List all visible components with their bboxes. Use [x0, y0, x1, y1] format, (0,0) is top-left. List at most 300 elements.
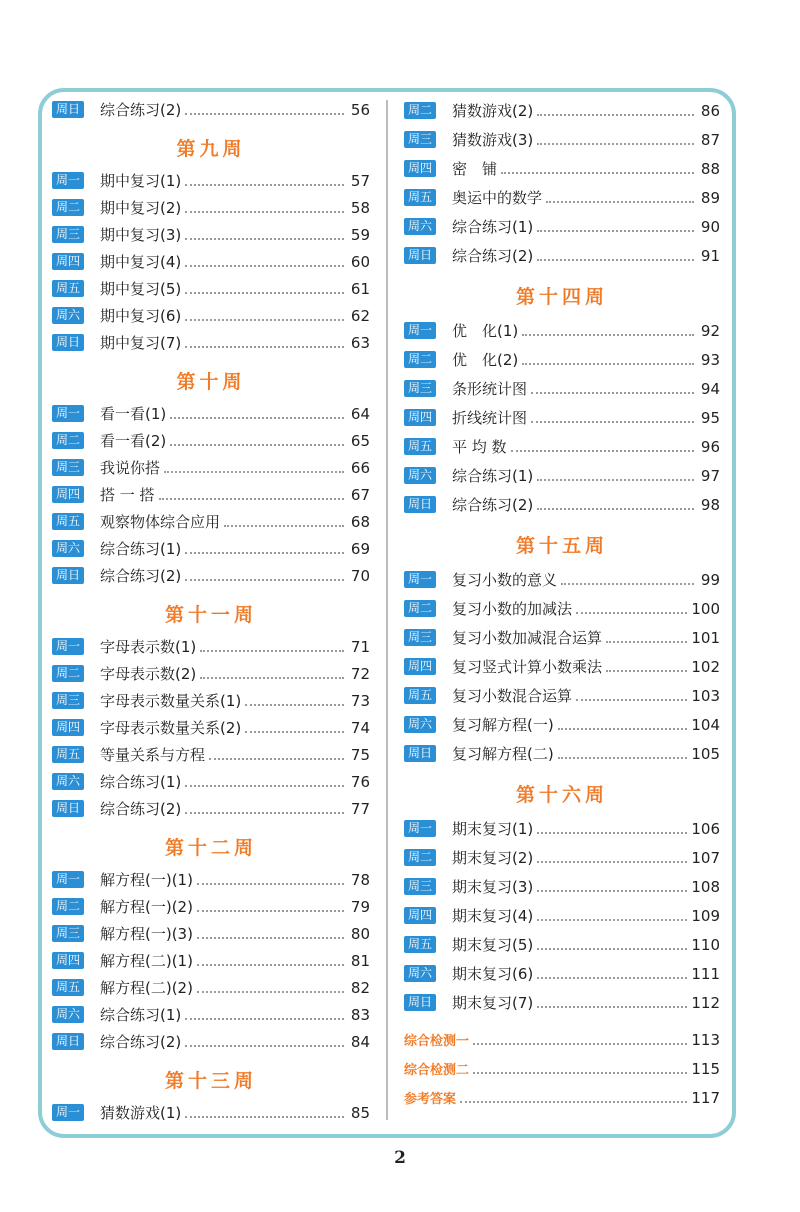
toc-entry[interactable] — [52, 481, 370, 508]
day-badge: 周一 — [404, 571, 436, 588]
entry-title: 期末复习(6) — [452, 965, 534, 983]
entry-title: 看一看(2) — [100, 432, 167, 450]
entry-title: 字母表示数量关系(2) — [100, 719, 242, 737]
day-badge: 周六 — [404, 218, 436, 235]
entry-title: 看一看(1) — [100, 405, 167, 423]
entry-title: 期中复习(7) — [100, 334, 182, 352]
entry-page-number: 68 — [350, 512, 370, 531]
toc-entry[interactable] — [52, 795, 370, 822]
toc-entry[interactable] — [52, 687, 370, 714]
day-badge: 周四 — [404, 409, 436, 426]
toc-entry[interactable] — [404, 316, 720, 345]
dot-leader — [537, 258, 694, 261]
toc-entry[interactable] — [52, 221, 370, 248]
day-badge: 周五 — [404, 936, 436, 953]
entry-page-number: 72 — [350, 664, 370, 683]
entry-page-number: 76 — [350, 772, 370, 791]
dot-leader — [197, 909, 344, 912]
day-badge: 周二 — [404, 849, 436, 866]
toc-entry[interactable] — [404, 872, 720, 901]
entry-title: 复习小数的加减法 — [452, 600, 573, 618]
toc-entry[interactable] — [52, 454, 370, 481]
dot-leader — [159, 497, 344, 500]
entry-title: 期中复习(4) — [100, 253, 182, 271]
entry-page-number: 92 — [700, 321, 720, 340]
toc-entry[interactable] — [52, 866, 370, 893]
dot-leader — [606, 640, 687, 643]
dot-leader — [209, 757, 344, 760]
entry-title: 观察物体综合应用 — [100, 513, 221, 531]
dot-leader — [606, 669, 687, 672]
entry-page-number: 86 — [700, 101, 720, 120]
toc-test-entry[interactable] — [404, 1054, 720, 1083]
day-badge: 周五 — [52, 979, 84, 996]
toc-test-entry[interactable] — [404, 1083, 720, 1112]
toc-entry[interactable] — [52, 920, 370, 947]
toc-entry[interactable] — [52, 974, 370, 1001]
toc-entry[interactable] — [404, 710, 720, 739]
entry-title: 参考答案 — [404, 1092, 457, 1107]
toc-entry[interactable] — [404, 681, 720, 710]
entry-title: 综合练习(1) — [100, 773, 182, 791]
entry-page-number: 112 — [691, 993, 720, 1012]
entry-page-number: 87 — [700, 130, 720, 149]
dot-leader — [537, 918, 687, 921]
toc-entry[interactable] — [52, 248, 370, 275]
dot-leader — [537, 831, 687, 834]
toc-entry[interactable] — [404, 241, 720, 270]
entry-page-number: 62 — [350, 306, 370, 325]
dot-leader — [558, 727, 688, 730]
dot-leader — [185, 784, 344, 787]
entry-title: 字母表示数(1) — [100, 638, 197, 656]
entry-page-number: 111 — [691, 964, 720, 983]
day-badge: 周三 — [404, 380, 436, 397]
entry-page-number: 95 — [700, 408, 720, 427]
dot-leader — [501, 171, 694, 174]
entry-title: 复习小数的意义 — [452, 571, 558, 589]
entry-page-number: 70 — [350, 566, 370, 585]
day-badge: 周三 — [52, 692, 84, 709]
dot-leader — [185, 318, 344, 321]
entry-page-number: 81 — [350, 951, 370, 970]
day-badge: 周一 — [52, 1104, 84, 1121]
toc-entry[interactable] — [404, 432, 720, 461]
entry-title: 奥运中的数学 — [452, 189, 543, 207]
entry-page-number: 65 — [350, 431, 370, 450]
entry-page-number: 104 — [691, 715, 720, 734]
entry-title: 综合练习(2) — [452, 496, 534, 514]
dot-leader — [245, 730, 344, 733]
entry-page-number: 82 — [350, 978, 370, 997]
entry-page-number: 98 — [700, 495, 720, 514]
week-heading: 第十一周 — [164, 604, 257, 626]
entry-page-number: 58 — [350, 198, 370, 217]
dot-leader — [185, 811, 344, 814]
toc-entry[interactable] — [52, 660, 370, 687]
week-heading: 第十二周 — [164, 837, 257, 859]
entry-page-number: 96 — [700, 437, 720, 456]
entry-page-number: 88 — [700, 159, 720, 178]
dot-leader — [558, 756, 688, 759]
day-badge: 周四 — [52, 253, 84, 270]
toc-entry[interactable] — [404, 183, 720, 212]
dot-leader — [200, 676, 344, 679]
day-badge: 周日 — [52, 567, 84, 584]
section-spacer — [404, 1017, 720, 1025]
toc-entry[interactable] — [404, 988, 720, 1017]
entry-page-number: 113 — [691, 1030, 720, 1049]
dot-leader — [224, 524, 344, 527]
toc-entry[interactable] — [52, 714, 370, 741]
toc-entry[interactable] — [52, 633, 370, 660]
entry-title: 综合练习(1) — [452, 467, 534, 485]
entry-title: 期中复习(5) — [100, 280, 182, 298]
day-badge: 周一 — [52, 405, 84, 422]
entry-page-number: 115 — [691, 1059, 720, 1078]
entry-title: 综合练习(2) — [100, 101, 182, 119]
dot-leader — [522, 362, 694, 365]
dot-leader — [537, 889, 687, 892]
toc-entry[interactable] — [404, 652, 720, 681]
entry-title: 期中复习(1) — [100, 172, 182, 190]
day-badge: 周三 — [404, 878, 436, 895]
day-badge: 周六 — [52, 307, 84, 324]
entry-page-number: 71 — [350, 637, 370, 656]
entry-title: 期中复习(3) — [100, 226, 182, 244]
dot-leader — [576, 611, 687, 614]
week-heading: 第九周 — [176, 138, 246, 160]
day-badge: 周三 — [52, 459, 84, 476]
toc-entry[interactable] — [404, 901, 720, 930]
entry-title: 期末复习(1) — [452, 820, 534, 838]
toc-entry[interactable] — [404, 623, 720, 652]
toc-entry[interactable] — [52, 167, 370, 194]
entry-title: 解方程(二)(1) — [100, 952, 193, 970]
entry-title: 期末复习(4) — [452, 907, 534, 925]
day-badge: 周日 — [404, 994, 436, 1011]
toc-entry[interactable] — [52, 1099, 370, 1126]
day-badge: 周五 — [404, 189, 436, 206]
dot-leader — [473, 1071, 687, 1074]
toc-entry[interactable] — [404, 96, 720, 125]
entry-title: 复习解方程(二) — [452, 745, 554, 763]
day-badge: 周六 — [404, 965, 436, 982]
day-badge: 周二 — [404, 600, 436, 617]
entry-page-number: 67 — [350, 485, 370, 504]
page-number: 2 — [394, 1148, 406, 1168]
dot-leader — [522, 333, 694, 336]
day-badge: 周五 — [52, 280, 84, 297]
week-heading: 第十周 — [176, 371, 246, 393]
entry-title: 平 均 数 — [452, 438, 507, 456]
entry-page-number: 107 — [691, 848, 720, 867]
toc-entry[interactable] — [52, 96, 370, 123]
dot-leader — [531, 420, 694, 423]
dot-leader — [546, 200, 694, 203]
dot-leader — [460, 1100, 687, 1103]
toc-entry[interactable] — [52, 535, 370, 562]
day-badge: 周二 — [52, 432, 84, 449]
toc-test-entry[interactable] — [404, 1025, 720, 1054]
entry-title: 猜数游戏(1) — [100, 1104, 182, 1122]
dot-leader — [511, 449, 694, 452]
day-badge: 周一 — [52, 172, 84, 189]
entry-title: 综合检测一 — [404, 1034, 470, 1049]
dot-leader — [561, 582, 694, 585]
entry-page-number: 60 — [350, 252, 370, 271]
entry-page-number: 89 — [700, 188, 720, 207]
entry-title: 等量关系与方程 — [100, 746, 206, 764]
entry-title: 复习竖式计算小数乘法 — [452, 658, 603, 676]
entry-page-number: 59 — [350, 225, 370, 244]
week-heading: 第十五周 — [515, 535, 608, 557]
dot-leader — [197, 936, 344, 939]
entry-title: 条形统计图 — [452, 380, 528, 398]
toc-entry[interactable] — [404, 814, 720, 843]
entry-title: 综合练习(1) — [452, 218, 534, 236]
entry-title: 期末复习(7) — [452, 994, 534, 1012]
day-badge: 周日 — [404, 247, 436, 264]
toc-right-column — [404, 96, 720, 1112]
day-badge: 周二 — [52, 199, 84, 216]
toc-entry[interactable] — [52, 893, 370, 920]
entry-title: 解方程(一)(2) — [100, 898, 193, 916]
toc-entry[interactable] — [52, 947, 370, 974]
week-heading: 第十六周 — [515, 784, 608, 806]
day-badge: 周一 — [52, 638, 84, 655]
dot-leader — [185, 345, 344, 348]
toc-entry[interactable] — [404, 930, 720, 959]
dot-leader — [170, 443, 344, 446]
column-divider — [386, 100, 388, 1120]
entry-page-number: 64 — [350, 404, 370, 423]
day-badge: 周四 — [52, 486, 84, 503]
entry-title: 复习小数混合运算 — [452, 687, 573, 705]
entry-page-number: 57 — [350, 171, 370, 190]
toc-entry[interactable] — [52, 427, 370, 454]
dot-leader — [473, 1042, 687, 1045]
dot-leader — [197, 990, 344, 993]
entry-page-number: 101 — [691, 628, 720, 647]
dot-leader — [537, 478, 694, 481]
toc-entry[interactable] — [404, 843, 720, 872]
day-badge: 周四 — [52, 952, 84, 969]
entry-title: 字母表示数量关系(1) — [100, 692, 242, 710]
entry-title: 综合练习(1) — [100, 540, 182, 558]
dot-leader — [197, 882, 344, 885]
dot-leader — [185, 210, 344, 213]
dot-leader — [197, 963, 344, 966]
toc-entry[interactable] — [52, 1001, 370, 1028]
dot-leader — [537, 142, 694, 145]
toc-entry[interactable] — [404, 403, 720, 432]
toc-entry[interactable] — [404, 490, 720, 519]
dot-leader — [185, 1017, 344, 1020]
entry-title: 综合练习(2) — [100, 567, 182, 585]
dot-leader — [185, 237, 344, 240]
day-badge: 周日 — [404, 496, 436, 513]
entry-title: 解方程(一)(1) — [100, 871, 193, 889]
day-badge: 周日 — [52, 1033, 84, 1050]
entry-page-number: 78 — [350, 870, 370, 889]
toc-entry[interactable] — [52, 768, 370, 795]
day-badge: 周六 — [404, 467, 436, 484]
entry-page-number: 74 — [350, 718, 370, 737]
entry-page-number: 90 — [700, 217, 720, 236]
toc-entry[interactable] — [404, 565, 720, 594]
entry-page-number: 91 — [700, 246, 720, 265]
toc-entry[interactable] — [404, 739, 720, 768]
entry-page-number: 97 — [700, 466, 720, 485]
dot-leader — [185, 112, 344, 115]
day-badge: 周四 — [404, 160, 436, 177]
day-badge: 周六 — [52, 1006, 84, 1023]
entry-title: 密 铺 — [452, 160, 498, 178]
entry-page-number: 80 — [350, 924, 370, 943]
dot-leader — [185, 291, 344, 294]
entry-page-number: 61 — [350, 279, 370, 298]
entry-title: 复习解方程(一) — [452, 716, 554, 734]
entry-title: 综合练习(2) — [452, 247, 534, 265]
entry-title: 综合练习(2) — [100, 800, 182, 818]
day-badge: 周二 — [404, 351, 436, 368]
entry-page-number: 109 — [691, 906, 720, 925]
entry-page-number: 63 — [350, 333, 370, 352]
entry-title: 解方程(二)(2) — [100, 979, 193, 997]
week-heading: 第十三周 — [164, 1070, 257, 1092]
toc-entry[interactable] — [404, 345, 720, 374]
entry-page-number: 102 — [691, 657, 720, 676]
entry-title: 解方程(一)(3) — [100, 925, 193, 943]
entry-page-number: 103 — [691, 686, 720, 705]
toc-entry[interactable] — [52, 400, 370, 427]
entry-page-number: 85 — [350, 1103, 370, 1122]
day-badge: 周五 — [404, 687, 436, 704]
day-badge: 周五 — [404, 438, 436, 455]
entry-page-number: 105 — [691, 744, 720, 763]
entry-page-number: 79 — [350, 897, 370, 916]
entry-title: 期末复习(5) — [452, 936, 534, 954]
dot-leader — [185, 1115, 344, 1118]
entry-page-number: 94 — [700, 379, 720, 398]
entry-title: 期末复习(3) — [452, 878, 534, 896]
entry-title: 我说你搭 — [100, 459, 161, 477]
toc-entry[interactable] — [52, 329, 370, 356]
day-badge: 周六 — [52, 773, 84, 790]
day-badge: 周日 — [52, 800, 84, 817]
week-heading: 第十四周 — [515, 286, 608, 308]
dot-leader — [537, 947, 687, 950]
entry-page-number: 69 — [350, 539, 370, 558]
toc-entry[interactable] — [404, 125, 720, 154]
day-badge: 周二 — [404, 102, 436, 119]
dot-leader — [185, 183, 344, 186]
toc-entry[interactable] — [52, 1028, 370, 1055]
entry-page-number: 77 — [350, 799, 370, 818]
day-badge: 周三 — [404, 629, 436, 646]
toc-left-column — [52, 96, 370, 1126]
toc-entry[interactable] — [52, 275, 370, 302]
toc-entry[interactable] — [52, 562, 370, 589]
dot-leader — [531, 391, 694, 394]
day-badge: 周五 — [52, 513, 84, 530]
entry-page-number: 84 — [350, 1032, 370, 1051]
dot-leader — [537, 860, 687, 863]
dot-leader — [537, 976, 687, 979]
dot-leader — [537, 229, 694, 232]
entry-page-number: 110 — [691, 935, 720, 954]
entry-page-number: 99 — [700, 570, 720, 589]
toc-entry[interactable] — [404, 594, 720, 623]
entry-title: 搭 一 搭 — [100, 486, 155, 504]
day-badge: 周四 — [404, 907, 436, 924]
entry-page-number: 108 — [691, 877, 720, 896]
entry-title: 综合检测二 — [404, 1063, 470, 1078]
day-badge: 周六 — [52, 540, 84, 557]
entry-page-number: 66 — [350, 458, 370, 477]
entry-page-number: 100 — [691, 599, 720, 618]
entry-title: 猜数游戏(2) — [452, 102, 534, 120]
entry-title: 猜数游戏(3) — [452, 131, 534, 149]
entry-title: 折线统计图 — [452, 409, 528, 427]
dot-leader — [185, 578, 344, 581]
dot-leader — [576, 698, 687, 701]
toc-entry[interactable] — [52, 508, 370, 535]
entry-title: 优 化(2) — [452, 351, 519, 369]
day-badge: 周一 — [404, 820, 436, 837]
day-badge: 周二 — [52, 898, 84, 915]
entry-page-number: 117 — [691, 1088, 720, 1107]
toc-entry[interactable] — [52, 194, 370, 221]
day-badge: 周一 — [404, 322, 436, 339]
dot-leader — [245, 703, 344, 706]
entry-title: 综合练习(1) — [100, 1006, 182, 1024]
dot-leader — [200, 649, 344, 652]
entry-page-number: 73 — [350, 691, 370, 710]
toc-entry[interactable] — [404, 959, 720, 988]
dot-leader — [185, 1044, 344, 1047]
day-badge: 周一 — [52, 871, 84, 888]
dot-leader — [185, 264, 344, 267]
entry-title: 综合练习(2) — [100, 1033, 182, 1051]
day-badge: 周日 — [52, 334, 84, 351]
entry-page-number: 83 — [350, 1005, 370, 1024]
dot-leader — [537, 1005, 687, 1008]
day-badge: 周三 — [52, 925, 84, 942]
dot-leader — [537, 507, 694, 510]
day-badge: 周日 — [404, 745, 436, 762]
toc-entry[interactable] — [52, 302, 370, 329]
entry-title: 期末复习(2) — [452, 849, 534, 867]
toc-entry[interactable] — [404, 461, 720, 490]
entry-title: 期中复习(2) — [100, 199, 182, 217]
entry-page-number: 93 — [700, 350, 720, 369]
dot-leader — [164, 470, 344, 473]
dot-leader — [170, 416, 344, 419]
entry-title: 期中复习(6) — [100, 307, 182, 325]
entry-page-number: 56 — [350, 100, 370, 119]
entry-title: 优 化(1) — [452, 322, 519, 340]
toc-entry[interactable] — [404, 154, 720, 183]
day-badge: 周四 — [404, 658, 436, 675]
entry-page-number: 106 — [691, 819, 720, 838]
day-badge: 周三 — [52, 226, 84, 243]
day-badge: 周四 — [52, 719, 84, 736]
toc-entry[interactable] — [404, 374, 720, 403]
toc-entry[interactable] — [52, 741, 370, 768]
toc-entry[interactable] — [404, 212, 720, 241]
